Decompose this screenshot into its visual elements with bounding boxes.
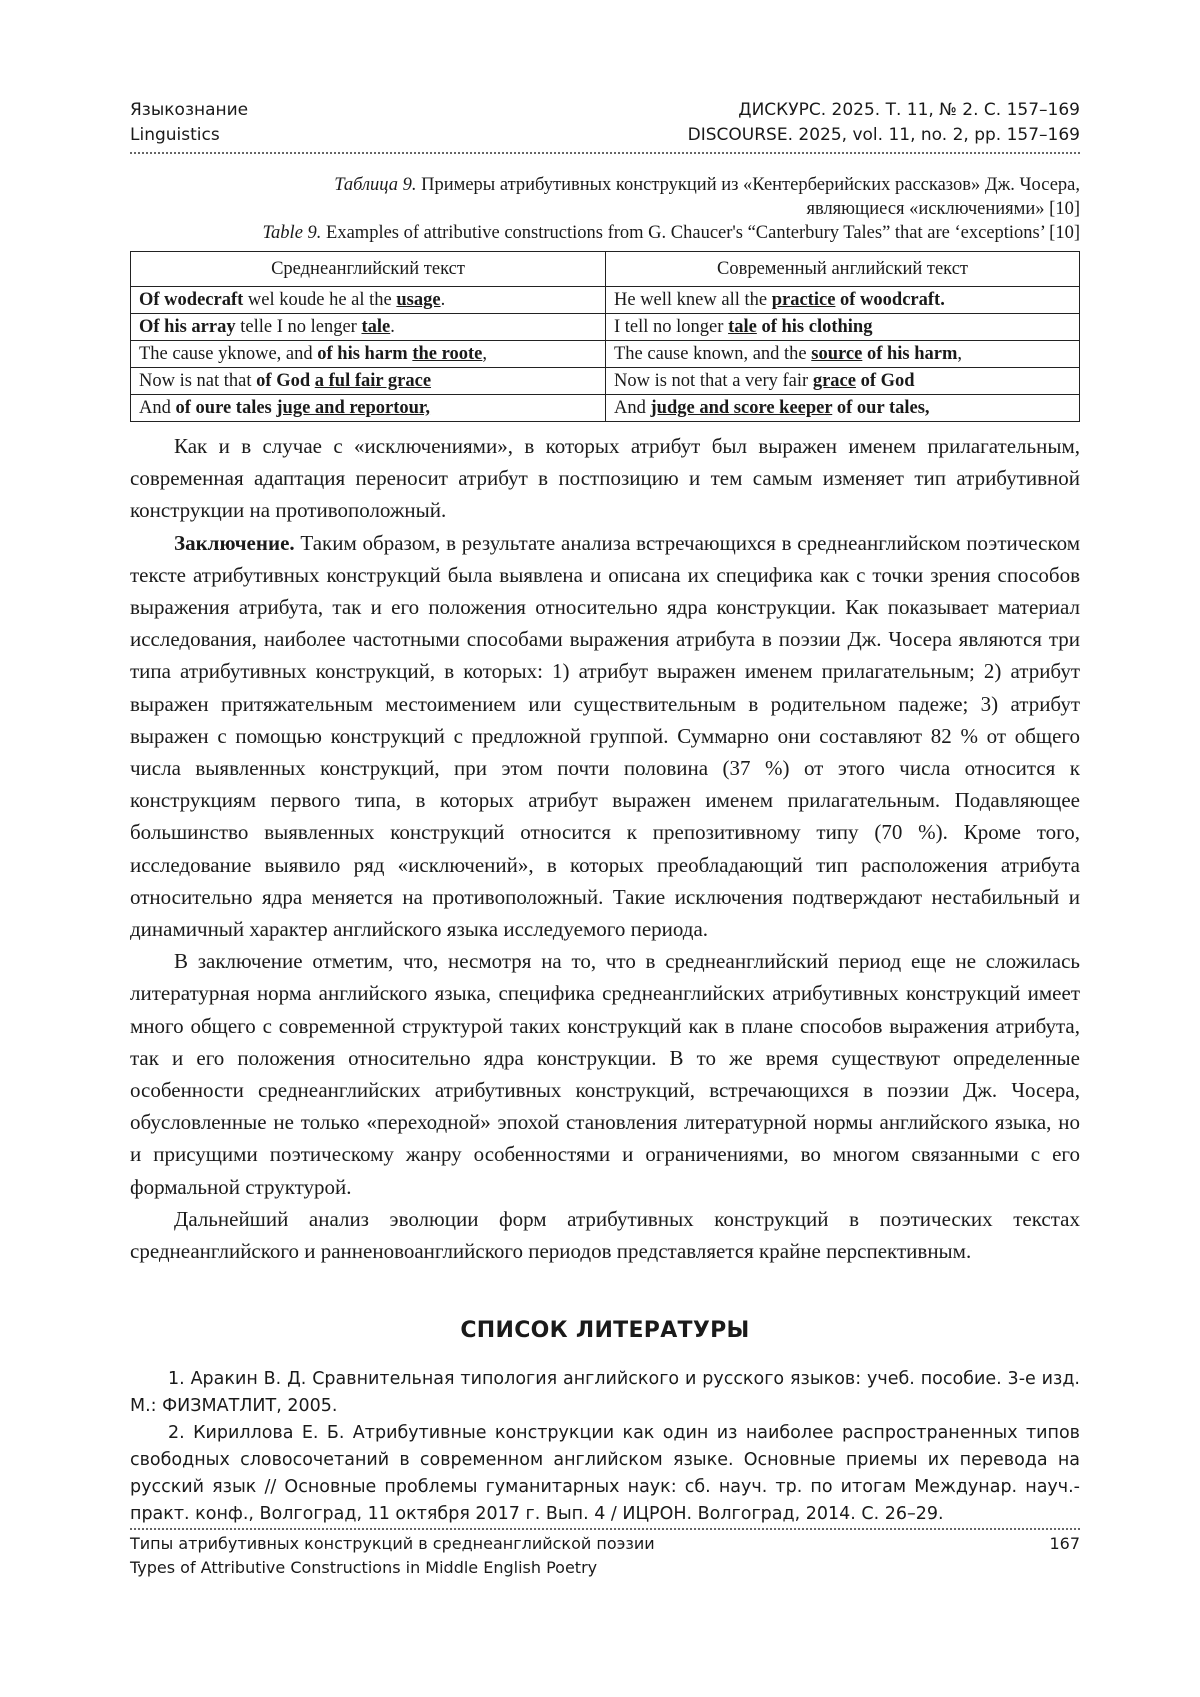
cell-fragment: of his clothing: [756, 317, 873, 337]
reference-item: 1. Аракин В. Д. Сравнительная типология английского и русского языков: учеб. пособие. 3-е изд. М.: ФИЗМАТЛИТ, 2005.: [130, 1369, 1080, 1416]
cell-fragment: tale: [728, 317, 757, 337]
table-caption: [130, 173, 1080, 245]
cell-fragment: I tell no longer: [614, 317, 729, 337]
cell-fragment: ,: [482, 344, 488, 364]
conclusion-heading: Заключение.: [174, 530, 295, 555]
table-row: [131, 395, 1080, 422]
cell-fragment: And: [139, 398, 176, 418]
cell-fragment: the roote: [412, 344, 483, 364]
references-heading: СПИСОК ЛИТЕРАТУРЫ: [460, 1318, 750, 1343]
cell-fragment: The cause yknowe, and: [139, 344, 318, 364]
footer-title-ru: Типы атрибутивных конструкций в среднеанглийской поэзии: [130, 1534, 655, 1553]
caption-label-ru: Таблица 9.: [334, 175, 417, 195]
cell-fragment: And: [614, 398, 651, 418]
modern-english-cell: [606, 368, 1080, 395]
cell-fragment: Now is nat that: [139, 371, 257, 391]
cell-fragment: Of wodecraft: [139, 290, 244, 310]
cell-fragment: Of his array: [139, 317, 236, 337]
cell-fragment: grace: [812, 371, 856, 391]
cell-fragment: practice: [771, 290, 836, 310]
table-row: [131, 314, 1080, 341]
conclusion-paragraph: [130, 527, 1080, 946]
cell-fragment: .: [440, 290, 446, 310]
table-row: [131, 368, 1080, 395]
cell-fragment: wel koude he al the: [243, 290, 397, 310]
reference-item: 2. Кириллова Е. Б. Атрибутивные конструкции как один из наиболее распространенных типов свободных словосочетаний в современном английском языке. Основные приемы их перевода на русский язык // Основные проблемы гуманитарных наук: сб. науч. тр. по итогам Междунар. науч.-практ. конф., Волгоград, 11 октября 2017 г. Вып. 4 / ИЦРОН. Волгоград, 2014. С. 26–29.: [130, 1423, 1080, 1524]
cell-fragment: He well knew all the: [614, 290, 772, 310]
caption-text-en: Examples of attributive constructions from G. Chaucer's “Canterbury Tales” that are ‘exceptions’ [10]: [321, 223, 1080, 243]
paragraph: В заключение отметим, что, несмотря на то, что в среднеанглийский период еще не сложилась литературная норма английского языка, специфика среднеанглийских атрибутивных конструкций имеет много общего с современной структурой таких конструкций как в плане способов выражения атрибута, так и его положения относительно ядра конструкции. В то же время существуют определенные особенности среднеанглийских атрибутивных конструкций, встречающихся в поэзии Дж. Чосера, обусловленные не только «переходной» эпохой становления литературной нормы английского языка, но и присущими поэтическому жанру особенностями и ограничениями, во многом связанными с его формальной структурой.: [130, 949, 1080, 1199]
column-header-middle-english: Среднеанглийский текст: [131, 252, 606, 287]
cell-fragment: of our tales,: [832, 398, 930, 418]
modern-english-cell: [606, 287, 1080, 314]
table-caption-ru: [130, 173, 1080, 197]
cell-fragment: of oure tales: [175, 398, 277, 418]
footer-divider: [130, 1528, 1080, 1530]
middle-english-cell: [131, 287, 606, 314]
page-number: 167: [1049, 1534, 1080, 1553]
cell-fragment: .: [390, 317, 395, 337]
paragraph: Как и в случае с «исключениями», в которых атрибут был выражен именем прилагательным, современная адаптация переносит атрибут в постпозицию и тем самым изменяет тип атрибутивной конструкции на противоположный.: [130, 434, 1080, 523]
header-section-ru: Языкознание: [130, 100, 249, 120]
header-section-en: Linguistics: [130, 125, 220, 145]
modern-english-cell: [606, 314, 1080, 341]
header-divider: [130, 152, 1080, 154]
examples-table: [130, 251, 1080, 422]
middle-english-cell: [131, 341, 606, 368]
middle-english-cell: [131, 395, 606, 422]
conclusion-text: Таким образом, в результате анализа встречающихся в среднеанглийском поэтическом тексте атрибутивных конструкций была выявлена и описана их специфика как с точки зрения способов выражения атрибута, так и его положения относительно ядра конструкции. Как показывает материал исследования, наиболее частотными способами выражения атрибута в поэзии Дж. Чосера являются три типа атрибутивных конструкций, в которых: 1) атрибут выражен именем прилагательным; 2) атрибут выражен притяжательным местоимением или существительным в родительном падеже; 3) атрибут выражен с помощью конструкций с предложной группой. Суммарно они составляют 82 % от общего числа выявленных конструкций, при этом почти половина (37 %) от этого числа относится к конструкциям первого типа, в которых атрибут выражен именем прилагательным. Подавляющее большинство выявленных конструкций относится к препозитивному типу (70 %). Кроме того, исследование выявило ряд «исключений», в которых преобладающий тип расположения атрибута относительно ядра меняется на противоположный. Такие исключения подтверждают нестабильный и динамичный характер английского языка исследуемого периода.: [130, 530, 1080, 942]
caption-label-en: Table 9.: [262, 223, 322, 243]
cell-fragment: tale: [361, 317, 391, 337]
caption-text-ru: Примеры атрибутивных конструкций из «Кентерберийских рассказов» Дж. Чосера,: [416, 175, 1080, 195]
cell-fragment: of his harm: [862, 344, 958, 364]
footer-title-en: Types of Attributive Constructions in Middle English Poetry: [130, 1558, 598, 1577]
cell-fragment: judge and score keeper: [650, 398, 833, 418]
running-header: [130, 98, 1080, 148]
cell-fragment: usage: [396, 290, 441, 310]
running-footer: [130, 1532, 1080, 1580]
cell-fragment: telle I no lenger: [235, 317, 362, 337]
table-row: [131, 287, 1080, 314]
article-body: [130, 430, 1080, 1267]
table-caption-en: [130, 221, 1080, 245]
header-journal-en: DISCOURSE. 2025, vol. 11, no. 2, pp. 157–169: [687, 125, 1080, 145]
cell-fragment: Now is not that a very fair: [614, 371, 813, 391]
cell-fragment: source: [811, 344, 863, 364]
middle-english-cell: [131, 368, 606, 395]
header-journal-ru: ДИСКУРС. 2025. Т. 11, № 2. С. 157–169: [738, 100, 1080, 120]
cell-fragment: of his harm: [317, 344, 413, 364]
cell-fragment: a ful fair grace: [314, 371, 432, 391]
modern-english-cell: [606, 395, 1080, 422]
table-row: [131, 341, 1080, 368]
cell-fragment: of God: [256, 371, 315, 391]
cell-fragment: of God: [855, 371, 915, 391]
cell-fragment: juge and reportour,: [276, 398, 431, 418]
cell-fragment: ,: [957, 344, 963, 364]
references-list: [130, 1366, 1080, 1528]
cell-fragment: of woodcraft.: [835, 290, 945, 310]
modern-english-cell: [606, 341, 1080, 368]
cell-fragment: The cause known, and the: [614, 344, 812, 364]
middle-english-cell: [131, 314, 606, 341]
column-header-modern-english: Современный английский текст: [606, 252, 1080, 287]
paragraph: Дальнейший анализ эволюции форм атрибутивных конструкций в поэтических текстах среднеанглийского и ранненовоанглийского периодов представляется крайне перспективным.: [130, 1206, 1080, 1264]
table-caption-ru-cont: являющиеся «исключениями» [10]: [806, 199, 1080, 219]
table-header-row: [131, 252, 1080, 287]
